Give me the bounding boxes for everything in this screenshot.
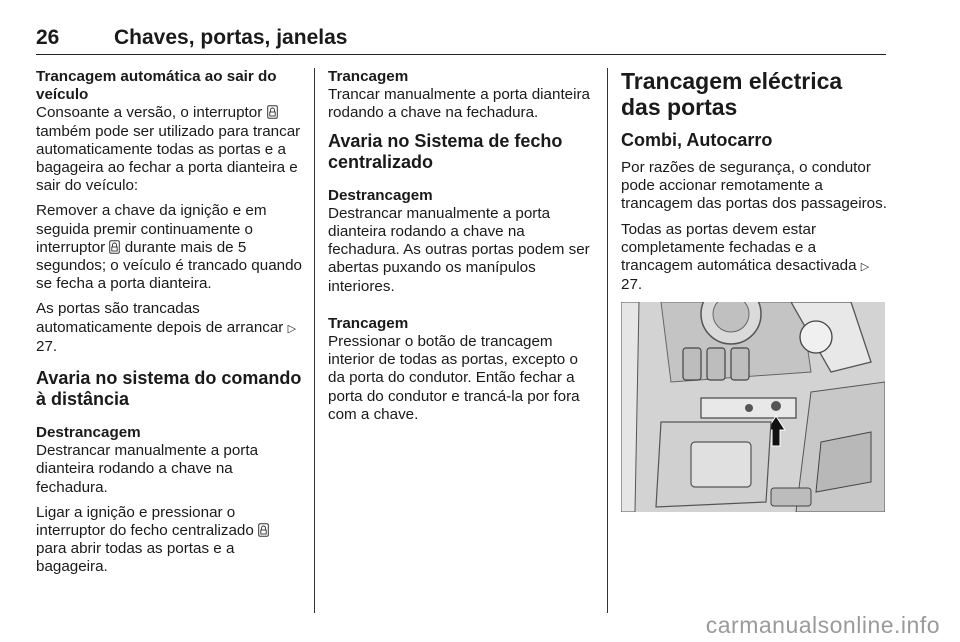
paragraph <box>36 202 302 293</box>
paragraph: Por razões de segurança, o condutor pode accionar remotamente a trancagem das portas dos passageiros. <box>621 159 887 213</box>
paragraph <box>36 104 302 195</box>
lock-switch-icon <box>267 105 278 119</box>
paragraph: Destrancar manualmente a porta dianteira rodando a chave na fechadura. As outras portas podem ser abertas puxando os manípulos interiores. <box>328 204 590 295</box>
text: Ligar a ignição e pressionar o interruptor do fecho centralizado <box>36 503 254 540</box>
paragraph <box>36 504 302 577</box>
section-heading-remote-failure: Avaria no sistema do comando à distância <box>36 368 302 410</box>
subheading-unlocking: Destrancagem <box>36 424 141 442</box>
page-reference[interactable]: 27. <box>621 276 643 294</box>
text: Consoante a versão, o interruptor <box>36 104 263 122</box>
page-reference-arrow-icon: ▷ <box>860 261 870 274</box>
text: também pode ser utilizado para trancar automaticamente todas as portas e a bagageira ao fechar a porta dianteira e sair do veículo: <box>36 122 301 195</box>
page-reference[interactable]: 27. <box>36 337 58 355</box>
lock-switch-icon <box>109 240 120 254</box>
subheading-auto-lock: Trancagem automática ao sair do veículo <box>36 68 277 104</box>
dashboard-illustration <box>621 302 885 512</box>
text: Todas as portas devem estar completamente fechadas e a trancagem automática desactivada <box>621 220 857 275</box>
lock-switch-icon <box>258 523 269 537</box>
watermark: carmanualsonline.info <box>705 612 940 638</box>
subheading-locking: Trancagem <box>328 314 409 332</box>
column-left <box>36 68 302 584</box>
column-divider <box>314 68 315 613</box>
section-heading-electric-locking: Trancagem eléctrica das portas <box>621 68 843 120</box>
page-number: 26 <box>36 26 60 49</box>
column-middle <box>328 68 594 431</box>
dashboard-drawing <box>621 302 885 512</box>
paragraph: Pressionar o botão de trancagem interior de todas as portas, excepto o da porta do condutor. Então fechar a porta do condutor e trancá-la por fora com a chave. <box>328 333 580 423</box>
text: para abrir todas as portas e a bagageira. <box>36 540 235 576</box>
paragraph: Destrancar manualmente a porta dianteira rodando a chave na fechadura. <box>36 442 259 496</box>
column-divider <box>607 68 608 613</box>
text: Remover a chave da ignição e em seguida premir continuamente o interruptor <box>36 202 267 256</box>
page-reference-arrow-icon: ▷ <box>287 322 297 335</box>
page-header <box>36 26 886 55</box>
subheading-locking: Trancagem <box>328 68 409 85</box>
section-heading-central-lock-failure: Avaria no Sistema de fecho centralizado <box>328 130 563 172</box>
paragraph: Trancar manualmente a porta dianteira rodando a chave na fechadura. <box>328 86 590 122</box>
chapter-title: Chaves, portas, janelas <box>114 26 348 49</box>
paragraph <box>621 221 887 295</box>
paragraph <box>36 300 302 356</box>
subheading-unlocking: Destrancagem <box>328 186 433 204</box>
subheading-vehicle-types: Combi, Autocarro <box>621 130 773 150</box>
text: durante mais de 5 segundos; o veículo é trancado quando se fecha a porta dianteira. <box>36 238 302 293</box>
column-right <box>621 68 887 512</box>
text: As portas são trancadas automaticamente depois de arrancar <box>36 300 284 336</box>
